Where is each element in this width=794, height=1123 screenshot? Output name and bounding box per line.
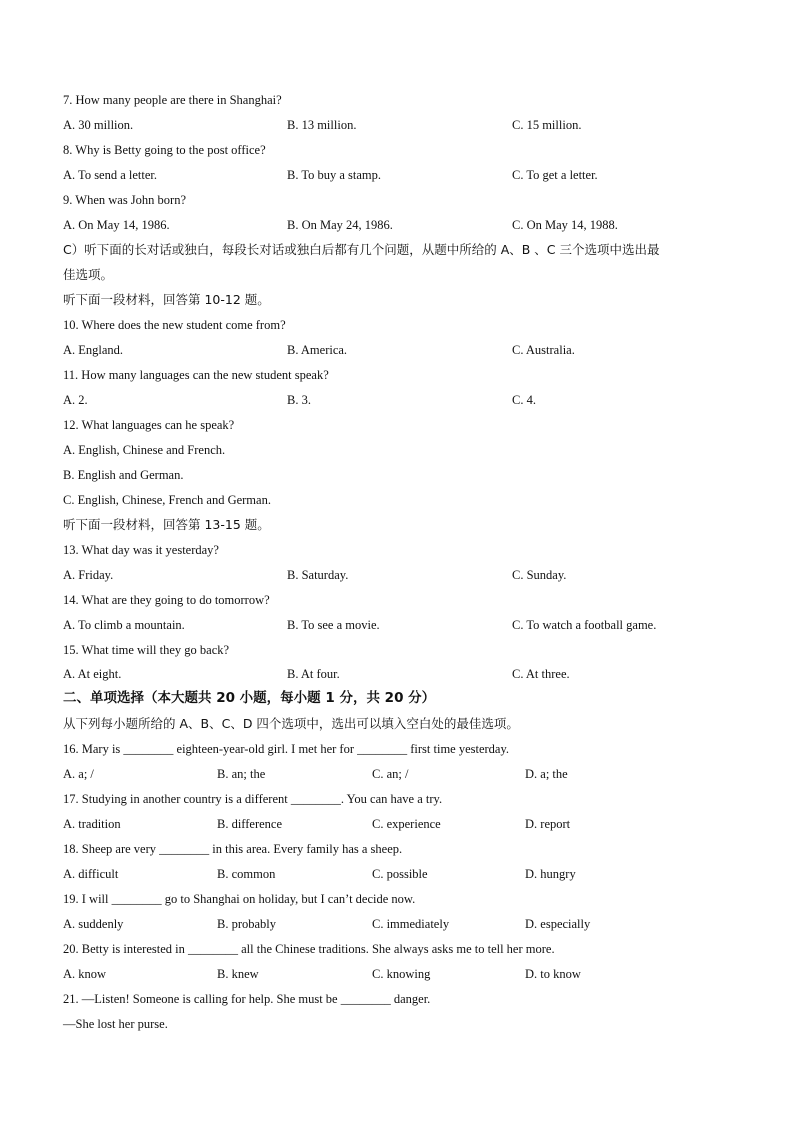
question-16-option-b: B. an; the xyxy=(217,767,266,781)
section-2-heading: 二、单项选择（本大题共 20 小题，每小题 1 分，共 20 分） xyxy=(63,690,436,706)
question-19-option-a: A. suddenly xyxy=(63,917,124,931)
question-11-option-a: A. 2. xyxy=(63,393,88,407)
section-2-instruction: 从下列每小题所给的 A、B、C、D 四个选项中，选出可以填入空白处的最佳选项。 xyxy=(63,716,519,731)
question-14-option-b: B. To see a movie. xyxy=(287,618,380,632)
question-10-stem: 10. Where does the new student come from? xyxy=(63,318,286,332)
question-14-option-c: C. To watch a football game. xyxy=(512,618,657,632)
question-17-stem: 17. Studying in another country is a different ________. You can have a try. xyxy=(63,792,443,806)
question-17-option-a: A. tradition xyxy=(63,817,121,831)
question-8-option-c: C. To get a letter. xyxy=(512,168,598,182)
question-19-option-b: B. probably xyxy=(217,917,277,931)
question-15-stem: 15. What time will they go back? xyxy=(63,643,230,657)
question-16-option-c: C. an; / xyxy=(372,767,409,781)
question-20-option-b: B. knew xyxy=(217,967,259,981)
question-7-option-b: B. 13 million. xyxy=(287,118,357,132)
question-17-option-c: C. experience xyxy=(372,817,441,831)
question-15-option-c: C. At three. xyxy=(512,667,570,681)
section-c-instruction-line-1: C）听下面的长对话或独白，每段长对话或独白后都有几个问题，从题中所给的 A、B 、C 三个选项中选出最 xyxy=(63,242,660,257)
question-9-option-b: B. On May 24, 1986. xyxy=(287,218,393,232)
question-12-option-b: B. English and German. xyxy=(63,468,184,482)
section-c-material-1: 听下面一段材料，回答第 10-12 题。 xyxy=(63,292,270,307)
question-19-option-c: C. immediately xyxy=(372,917,450,931)
section-c-instruction-line-2: 佳选项。 xyxy=(63,267,114,282)
question-9-option-c: C. On May 14, 1988. xyxy=(512,218,618,232)
question-13-option-c: C. Sunday. xyxy=(512,568,567,582)
question-15-option-b: B. At four. xyxy=(287,667,340,681)
question-9-option-a: A. On May 14, 1986. xyxy=(63,218,170,232)
question-10-option-c: C. Australia. xyxy=(512,343,575,357)
section-c-material-2: 听下面一段材料，回答第 13-15 题。 xyxy=(63,517,270,532)
question-13-option-a: A. Friday. xyxy=(63,568,114,582)
question-12-option-a: A. English, Chinese and French. xyxy=(63,443,226,457)
question-14-stem: 14. What are they going to do tomorrow? xyxy=(63,593,270,607)
question-16-option-d: D. a; the xyxy=(525,767,568,781)
question-11-option-b: B. 3. xyxy=(287,393,311,407)
question-7-option-c: C. 15 million. xyxy=(512,118,582,132)
question-8-stem: 8. Why is Betty going to the post office? xyxy=(63,143,266,157)
question-20-stem: 20. Betty is interested in ________ all the Chinese traditions. She always asks me to tell her more. xyxy=(63,942,555,956)
question-10-option-a: A. England. xyxy=(63,343,124,357)
question-19-stem: 19. I will ________ go to Shanghai on holiday, but I can’t decide now. xyxy=(63,892,416,906)
question-18-option-a: A. difficult xyxy=(63,867,119,881)
question-9-stem: 9. When was John born? xyxy=(63,193,187,207)
question-16-option-a: A. a; / xyxy=(63,767,94,781)
question-13-option-b: B. Saturday. xyxy=(287,568,349,582)
question-20-option-d: D. to know xyxy=(525,967,581,981)
question-18-option-b: B. common xyxy=(217,867,276,881)
question-12-stem: 12. What languages can he speak? xyxy=(63,418,235,432)
question-12-option-c: C. English, Chinese, French and German. xyxy=(63,493,271,507)
question-17-option-b: B. difference xyxy=(217,817,283,831)
question-18-option-d: D. hungry xyxy=(525,867,576,881)
question-7-option-a: A. 30 million. xyxy=(63,118,134,132)
question-11-stem: 11. How many languages can the new student speak? xyxy=(63,368,329,382)
question-11-option-c: C. 4. xyxy=(512,393,536,407)
question-13-stem: 13. What day was it yesterday? xyxy=(63,543,219,557)
question-10-option-b: B. America. xyxy=(287,343,348,357)
question-18-stem: 18. Sheep are very ________ in this area. Every family has a sheep. xyxy=(63,842,403,856)
question-7-stem: 7. How many people are there in Shanghai? xyxy=(63,93,282,107)
question-21-reply: —She lost her purse. xyxy=(63,1017,168,1031)
question-19-option-d: D. especially xyxy=(525,917,591,931)
question-20-option-c: C. knowing xyxy=(372,967,431,981)
question-17-option-d: D. report xyxy=(525,817,571,831)
question-18-option-c: C. possible xyxy=(372,867,428,881)
question-20-option-a: A. know xyxy=(63,967,107,981)
question-15-option-a: A. At eight. xyxy=(63,667,122,681)
question-8-option-a: A. To send a letter. xyxy=(63,168,158,182)
question-14-option-a: A. To climb a mountain. xyxy=(63,618,185,632)
question-16-stem: 16. Mary is ________ eighteen-year-old girl. I met her for ________ first time yesterday. xyxy=(63,742,510,756)
question-21-stem: 21. —Listen! Someone is calling for help. She must be ________ danger. xyxy=(63,992,431,1006)
question-8-option-b: B. To buy a stamp. xyxy=(287,168,382,182)
